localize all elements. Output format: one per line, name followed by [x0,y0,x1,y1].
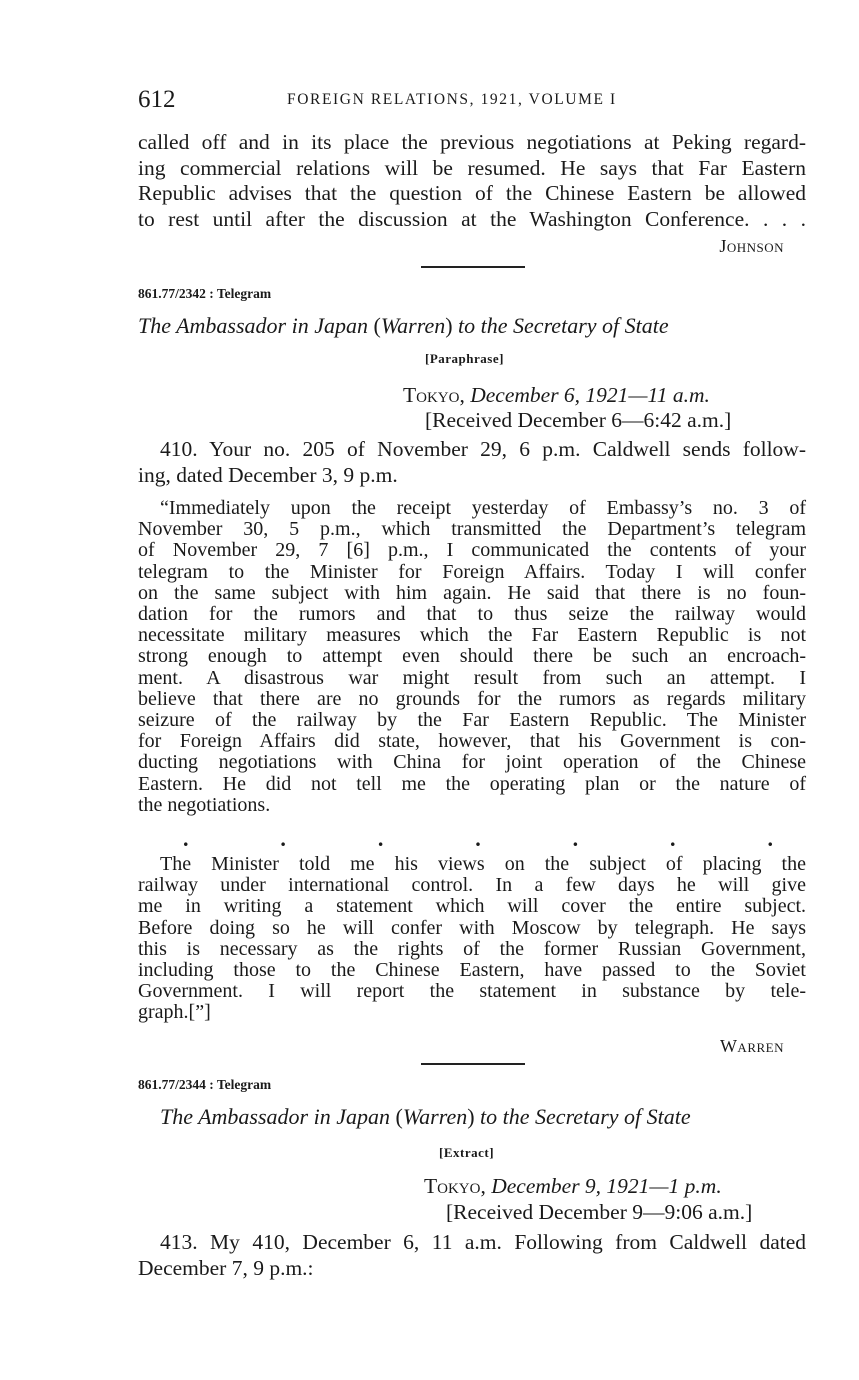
text-line: ducting negotiations with China for joint operation of the Chinese [138,751,806,774]
text-line: Before doing so he will confer with Moscow by telegraph. He says [138,916,806,939]
text-line: seizure of the railway by the Far Eastern Republic. The Minister [138,709,806,732]
received-note: [Received December 9—9:06 a.m.] [446,1200,753,1224]
ellipsis-dot: . [572,826,579,851]
dateline [424,1174,722,1199]
document-heading [160,1104,691,1130]
file-id: 861.77/2344 : Telegram [138,1077,272,1092]
text-line: the negotiations. [138,793,271,816]
date: December 6, 1921—11 a.m. [470,383,710,407]
paraphrase-label: [Paraphrase] [425,351,504,366]
text-line: The Minister told me his views on the subject of placing the [160,853,806,875]
heading-recipient: to the Secretary of State [480,1104,691,1129]
heading-paren: ( [373,313,381,338]
heading-sender: The Ambassador in Japan [138,313,368,338]
text-line: me in writing a statement which will cover the entire subject. [138,895,806,918]
text-line: telegram to the Minister for Foreign Affairs. Today I will confer [138,560,806,583]
telegram-intro [138,437,806,488]
received-note: [Received December 6—6:42 a.m.] [425,408,732,432]
document-heading [138,313,669,339]
ellipsis-dot: . [767,826,773,851]
text-line: ing commercial relations will be resumed. He says that Far Eastern [138,155,806,180]
text-line: this is necessary as the rights of the former Russian Government, [138,937,806,960]
extract-label: [Extract] [439,1145,495,1160]
text-line: 413. My 410, December 6, 11 a.m. Following from Caldwell dated [160,1230,806,1254]
heading-name: Warren [402,1104,468,1129]
heading-name: Warren [380,313,446,338]
text-line: December 7, 9 p.m.: [138,1255,314,1280]
file-id: 861.77/2342 : Telegram [138,286,272,301]
heading-paren: ) [467,1104,475,1129]
place: Tokyo, [403,383,465,407]
heading-paren: ( [395,1104,403,1129]
telegram-intro [138,1230,806,1281]
text-line: Government. I will report the statement in substance by tele- [138,980,806,1003]
text-line: strong enough to attempt even should there be such an encroach- [138,645,806,668]
place: Tokyo, [424,1174,486,1198]
ellipsis-dot: . [280,826,286,851]
text-line: Republic advises that the question of the Chinese Eastern be allowed [138,181,806,205]
text-line: November 30, 5 p.m., which transmitted the Department’s telegram [138,518,806,541]
dateline [403,383,710,408]
text-line: Eastern. He did not tell me the operating plan or the nature of [138,772,806,795]
text-line: of November 29, 7 [6] p.m., I communicated the contents of your [138,539,806,562]
quoted-telegram-part-1 [138,498,806,816]
section-divider [421,1063,525,1065]
date: December 9, 1921—1 p.m. [491,1174,722,1198]
text-line: called off and in its place the previous negotiations at Peking regard- [138,130,806,154]
text-line: “Immediately upon the receipt yesterday of Embassy’s no. 3 of [160,497,806,519]
text-line: ment. A disastrous war might result from such an attempt. I [138,666,806,689]
text-line: graph.[”] [138,1001,211,1024]
ellipsis-row [183,826,773,852]
running-title: FOREIGN RELATIONS, 1921, VOLUME I [287,91,617,108]
text-line: 410. Your no. 205 of November 29, 6 p.m. Caldwell sends follow- [160,437,806,461]
signature-warren: Warren [719,1036,784,1056]
text-line: on the same subject with him again. He said that there is no foun- [138,581,806,604]
ellipsis-dot: . [183,826,189,851]
text-line: railway under international control. In a few days he will give [138,874,806,897]
ellipsis-dot: . [475,826,481,851]
text-line: to rest until after the discussion at the Washington Conference. . . . [138,206,806,231]
quoted-telegram-part-2 [138,854,806,1024]
page-number: 612 [138,86,176,113]
text-line: believe that there are no grounds for the rumors as regards military [138,687,806,710]
text-line: ing, dated December 3, 9 p.m. [138,462,398,487]
ellipsis-dot: . [377,826,384,851]
text-line: for Foreign Affairs did state, however, that his Government is con- [138,730,806,753]
heading-recipient: to the Secretary of State [458,313,669,338]
text-line: necessitate military measures which the Far Eastern Republic is not [138,624,806,647]
ellipsis-dot: . [670,826,676,851]
continuation-paragraph [138,130,806,232]
heading-sender: The Ambassador in Japan [160,1104,390,1129]
text-line: dation for the rumors and that to thus seize the railway would [138,603,806,626]
signature-johnson: Johnson [719,236,784,256]
section-divider [421,266,525,268]
text-line: including those to the Chinese Eastern, have passed to the Soviet [138,959,806,982]
heading-paren: ) [445,313,453,338]
